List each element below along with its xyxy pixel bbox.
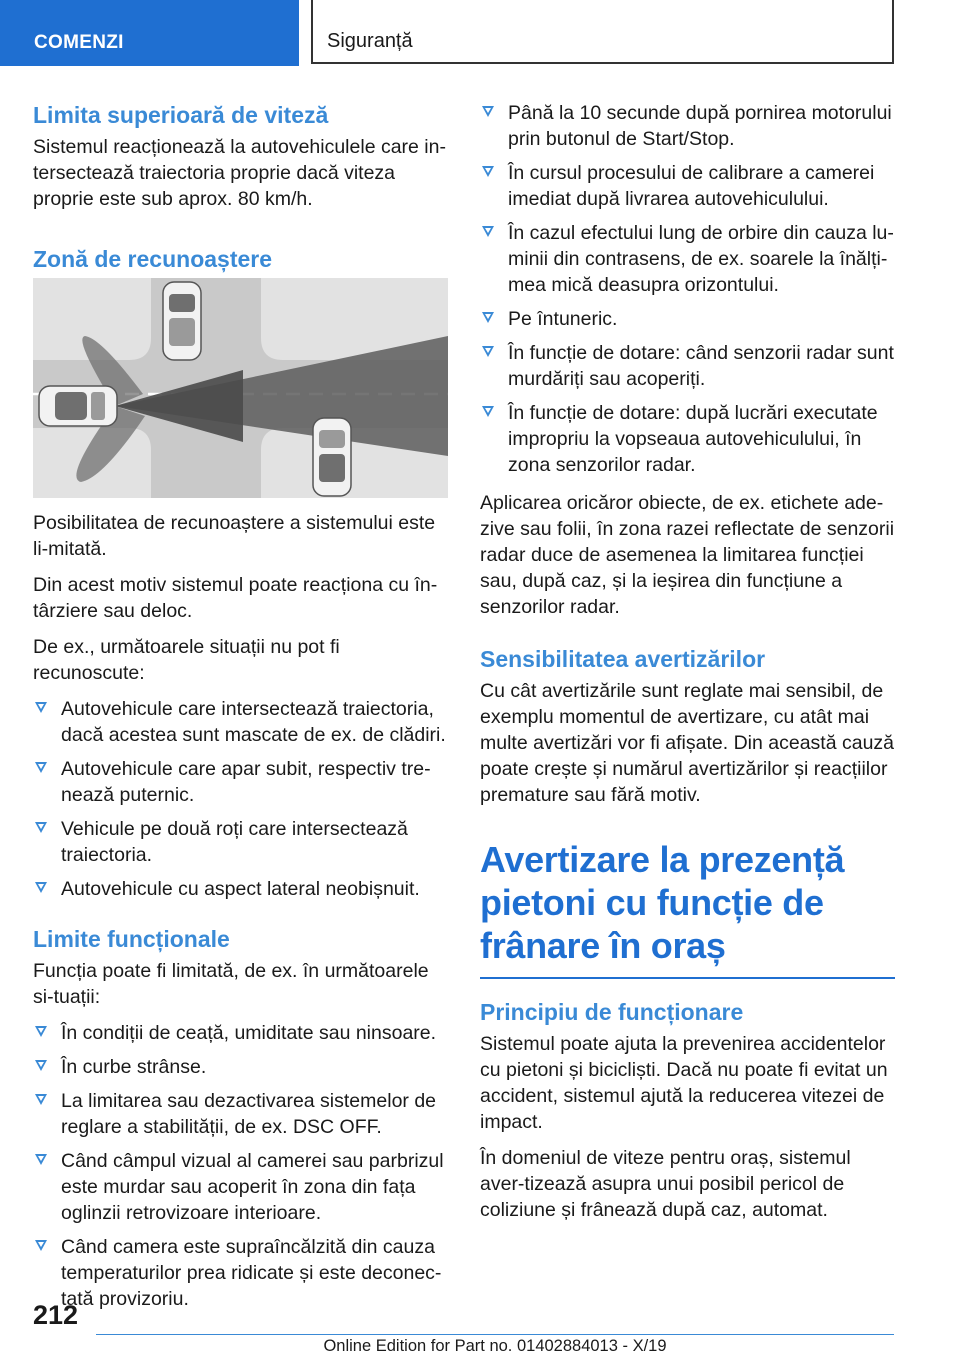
triangle-down-icon — [35, 1154, 47, 1165]
detection-zone-illustration — [33, 278, 448, 498]
section-tab — [0, 0, 299, 66]
list-unrecognized — [33, 696, 448, 902]
triangle-down-icon — [482, 312, 494, 323]
paragraph-zone-2: Din acest motiv sistemul poate reacționa cu în-târziere sau deloc. — [33, 574, 438, 622]
chapter-label: Siguranță — [327, 30, 413, 52]
list-item: Pe întuneric. — [480, 306, 895, 332]
triangle-down-icon — [35, 1240, 47, 1251]
heading-warning-sensitivity: Sensibilitatea avertizărilor — [480, 646, 766, 672]
section-label: COMENZI — [34, 32, 124, 53]
title-divider — [480, 977, 895, 979]
paragraph-principle-1: Sistemul poate ajuta la prevenirea accidentelor cu pietoni și bicicliști. Dacă nu poate fi evitat un accident, sistemul ajută la reducerea vitezei de impact. — [480, 1033, 888, 1133]
left-column — [33, 100, 448, 1324]
paragraph-speed-limit: Sistemul reacționează la autovehiculele care in-tersectează traiectoria proprie dacă viteza proprie este sub aprox. 80 km/h. — [33, 136, 446, 210]
heading-functional-limits: Limite funcționale — [33, 926, 230, 952]
list-item: În condiții de ceață, umiditate sau ninsoare. — [33, 1020, 448, 1046]
list-limits-continued — [480, 100, 895, 478]
triangle-down-icon — [35, 702, 47, 713]
heading-speed-limit: Limita superioară de viteză — [33, 102, 329, 128]
triangle-down-icon — [35, 1026, 47, 1037]
footer-divider — [96, 1334, 894, 1335]
paragraph-principle-2: În domeniul de viteze pentru oraș, sistemul aver-tizează asupra unui posibil pericol de coliziune și frânează după caz, automat. — [480, 1147, 851, 1221]
list-item: Când câmpul vizual al camerei sau parbrizul este murdar sau acoperit în zona din fața oglinzii retrovizoare interioare. — [33, 1148, 448, 1226]
heading-detection-zone: Zonă de recunoaștere — [33, 246, 273, 272]
triangle-down-icon — [35, 822, 47, 833]
list-item: În cursul procesului de calibrare a camerei imediat după livrarea autovehiculului. — [480, 160, 895, 212]
ego-car — [39, 386, 117, 426]
page-number: 212 — [33, 1300, 79, 1330]
triangle-down-icon — [482, 166, 494, 177]
triangle-down-icon — [482, 106, 494, 117]
chapter-title: Avertizare la prezență pietoni cu funcție de frânare în oraș — [480, 839, 845, 966]
list-item: La limitarea sau dezactivarea sistemelor de reglare a stabilității, de ex. DSC OFF. — [33, 1088, 448, 1140]
list-item: Până la 10 secunde după pornirea motorului prin butonul de Start/Stop. — [480, 100, 895, 152]
triangle-down-icon — [35, 882, 47, 893]
triangle-down-icon — [35, 762, 47, 773]
paragraph-sensitivity: Cu cât avertizările sunt reglate mai sensibil, de exemplu momentul de avertizare, cu atât mai multe avertizări vor fi afișate. Din această cauză poate crește și numărul avertizărilor și reacțiilor premature sau fără motiv. — [480, 680, 895, 806]
list-item: Când camera este supraîncălzită din cauza temperaturilor prea ridicate și este deconec-tată provizoriu. — [33, 1234, 448, 1312]
list-item: Autovehicule cu aspect lateral neobișnuit. — [33, 876, 448, 902]
list-item: În funcție de dotare: după lucrări executate impropriu la vopseaua autovehiculului, în zona senzorilor radar. — [480, 400, 895, 478]
paragraph-zone-3: De ex., următoarele situații nu pot fi recunoscute: — [33, 636, 340, 684]
triangle-down-icon — [482, 346, 494, 357]
triangle-down-icon — [35, 1094, 47, 1105]
list-item: Vehicule pe două roți care intersectează traiectoria. — [33, 816, 448, 868]
paragraph-zone-1: Posibilitatea de recunoaștere a sistemului este li-mitată. — [33, 512, 436, 560]
list-limits — [33, 1020, 448, 1312]
crossing-car-top — [163, 282, 201, 360]
heading-principle: Principiu de funcționare — [480, 999, 744, 1025]
list-item: Autovehicule care intersectează traiectoria, dacă acestea sunt mascate de ex. de clădiri. — [33, 696, 448, 748]
paragraph-objects: Aplicarea oricăror obiecte, de ex. etichete ade-zive sau folii, în zona razei reflectate de senzorii radar duce de asemenea la limitarea funcției sau, după caz, și la ieșirea din funcțiune a senzorilor radar. — [480, 492, 895, 618]
crossing-car-bottom — [313, 418, 351, 496]
footer-edition: Online Edition for Part no. 01402884013 - X/19 — [323, 1337, 667, 1355]
right-column — [480, 100, 895, 1233]
list-item: În cazul efectului lung de orbire din cauza lu-minii din contrasens, de ex. soarele la înălți-mea mică deasupra orizontului. — [480, 220, 895, 298]
list-item: În curbe strânse. — [33, 1054, 448, 1080]
triangle-down-icon — [35, 1060, 47, 1071]
list-item: În funcție de dotare: când senzorii radar sunt murdăriți sau acoperiți. — [480, 340, 895, 392]
chapter-header — [311, 0, 894, 64]
paragraph-limits: Funcția poate fi limitată, de ex. în următoarele si-tuații: — [33, 960, 429, 1008]
triangle-down-icon — [482, 226, 494, 237]
list-item: Autovehicule care apar subit, respectiv tre-nează puternic. — [33, 756, 448, 808]
triangle-down-icon — [482, 406, 494, 417]
